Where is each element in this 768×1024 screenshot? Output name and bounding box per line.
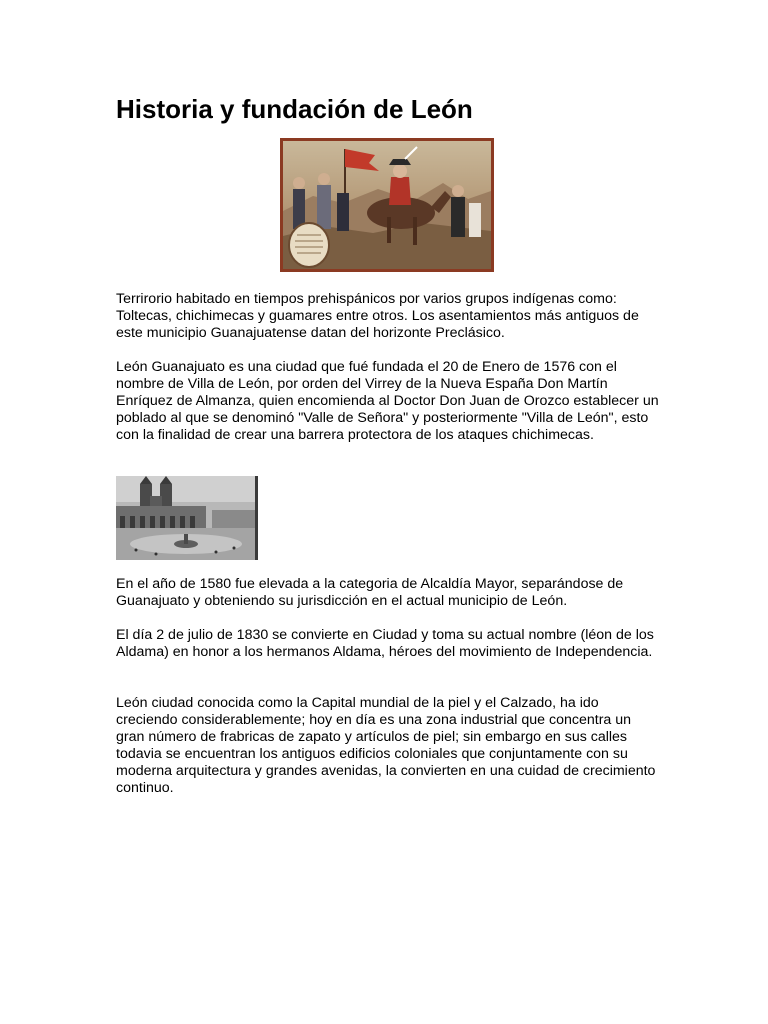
paragraph-foundation: León Guanajuato es una ciudad que fué fundada el 20 de Enero de 1576 con el nombre de Villa de León, por orden del Virrey de la Nueva España Don Martín Enríquez de Almanza, quien encomienda al Doctor Don Juan de Orozco establecer un poblado al que se denominó "Valle de Señora" y posteriormente "Villa de León", esto con la finalidad de crear una barrera protectora de los ataques chichimecas. (116, 359, 659, 443)
paragraph-ciudad: El día 2 de julio de 1830 se convierte en Ciudad y toma su actual nombre (léon de los Aldama) en honor a los hermanos Aldama, héroes del movimiento de Independencia. (116, 627, 654, 660)
paragraph-capital-piel: León ciudad conocida como la Capital mundial de la piel y el Calzado, ha ido creciendo considerablemente; hoy en día es una zona industrial que concentra un gran número de frabricas de zapato y artículos de piel; sin embargo en sus calles todavia se encuentran los antiguos edificios coloniales que conjuntamente con su moderna arquitectura y grandes avenidas, la convierten en una cuidad de crecimiento continuo. (116, 695, 656, 796)
paragraph-prehispanic: Terrirorio habitado en tiempos prehispánicos por varios grupos indígenas como: Toltecas, chichimecas y guamares entre otros. Los asentamientos más antiguos de este municipio Guanajuatense datan del horizonte Preclásico. (116, 291, 639, 341)
paragraph-alcaldia: En el año de 1580 fue elevada a la categoria de Alcaldía Mayor, separándose de Guanajuato y obteniendo su jurisdicción en el actual municipio de León. (116, 576, 624, 609)
founding-painting-image (280, 138, 494, 272)
plaza-photo-image (116, 476, 258, 560)
page-title: Historia y fundación de León (116, 94, 473, 124)
